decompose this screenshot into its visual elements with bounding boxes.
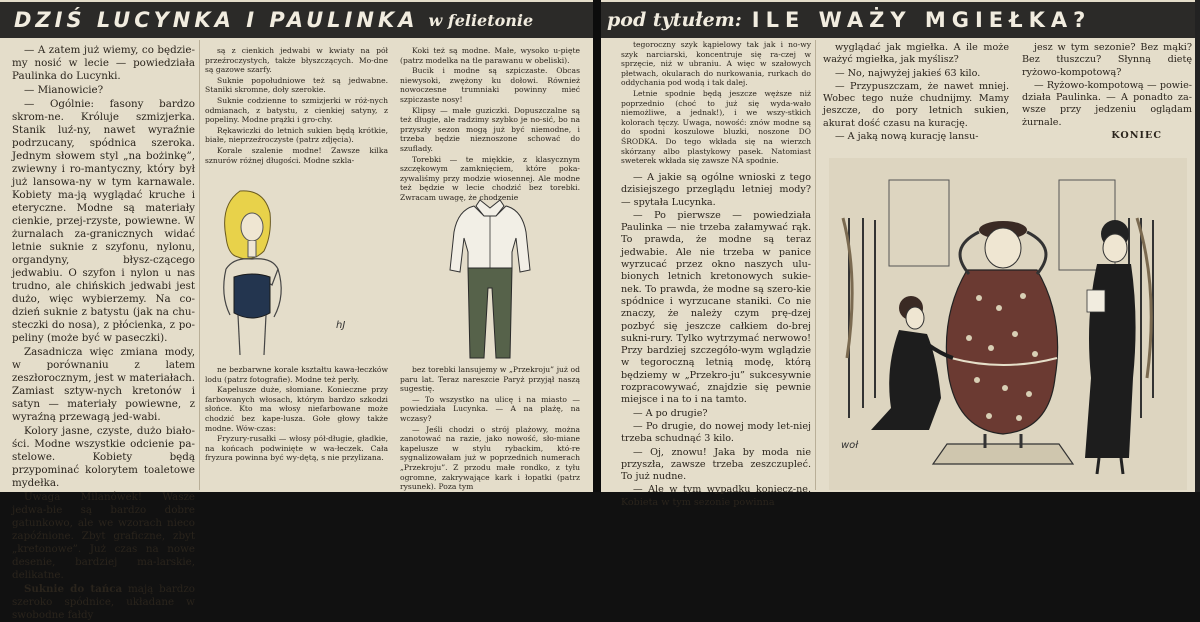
article-column-3-bottom — [400, 365, 580, 490]
illustration-signature: hJ — [336, 320, 346, 331]
paragraph: Suknie codzienne to szmizjerki w róż-nych odmianach, z batystu, z cienkiej satyny, z popeliny. Modne prążki i gro-chy. — [205, 95, 388, 125]
paragraph: Kolory jasne, czyste, dużo biało-ści. Modne wszystkie odcienie pa-stelowe. Kobiety będą przypominać kolorytem toaletowe mydełka. — [12, 425, 195, 489]
paragraph: Rękawiczki do letnich sukien będą krótkie, białe, nieprzeźroczyste (patrz zdjęcia). — [205, 125, 388, 145]
col1-tail: Suknie do tańca mają bardzo szeroko spódnice, układane w swobodne fałdy — [12, 583, 195, 621]
left-header-banner — [0, 2, 593, 38]
right-page — [601, 0, 1195, 508]
article-column-2-top — [205, 46, 388, 176]
paragraph: — Po pierwsze — powiedziała Paulinka — nie trzeba załamywać rąk. To prawda, że modne są teraz jedwabie. Ale nie trzeba w panice wyrzucać przez okno naszych ulu-bionych letnich kretonowych sukie-nek. To prawda, że modne są szero-kie spódnice i wyrzucane staniki. Co nie znaczy, że należy czym prę-dzej pozbyć się jeszcze całkiem do-brej sukni-rury. Tylko wytrzymać nerwowo! Przy bardziej szczegóło-wym wglądzie w tegoroczną letnią modę, którą będziemy w „Przekro-ju” sukcesywnie rozpracowywać, znajdzie się pewnie miejsce i na to i na tamto. — [621, 209, 811, 406]
shirt-trousers-illustration — [440, 192, 540, 362]
article-column-2-bottom — [205, 365, 388, 490]
paragraph: ne bezbarwne korale kształtu kawa-łeczków lodu (patrz fotografie). Modne też perły. — [205, 365, 388, 384]
article-column-4-bottom — [621, 172, 811, 508]
article-column-3-top — [400, 46, 580, 202]
paragraph: — A jaką nową kurację lansu- — [835, 131, 979, 143]
paragraph: — Ogólnie: fasony bardzo skrom-ne. Króluje szmizjerka. Stanik luź-ny, nawet wyraźnie podrzucany, spódnica szeroka. Jednym słowem styl „na bożinkę”, zwiewny i ro-mantyczny, który był już lansowa-ny w tym karnawale. Kobiety ma-ją wyglądać kruche i eteryczne. Modne są materiały cienkie, przej-rzyste, powiewne. W żurnalach za-granicznych widać letnie suknie z szyfonu, nylonu, organdyny, błysz-czącego jedwabiu. O szyfon i nylon u nas trudno, ale chińskich jedwabi jest dużo, więc wybierzemy. Na co-dzień suknie z batystu (jak na chu-steczki do nosa), z płócienka, z po-peliny (może być w paseczki). — [12, 98, 195, 344]
paragraph: Koki też są modne. Małe, wysoko u-pięte (patrz modelka na tle parawanu w obeliski). — [400, 46, 580, 65]
paragraph: Suknie popołudniowe też są jedwabne. Staniki skromne, doły szerokie. — [205, 75, 388, 95]
swimsuit-figure-svg — [212, 185, 362, 357]
paragraph: wyglądać jak mgiełka. A ile może ważyć mgiełka, jak myślisz? — [823, 42, 1009, 66]
right-page-edge — [1195, 0, 1200, 492]
paragraph: Kapelusze duże, słomiane. Konieczne przy farbowanych włosach, którym bardzo szkodzi słońce. Kto ma włosy niefarbowane może chodzić bez kape-lusza. Gołe głowy także modne. Wów-czas: — [205, 385, 388, 433]
article-column-6 — [1022, 42, 1192, 142]
paragraph: jesz w tym sezonie? Bez mąki? Bez tłuszczu? Słynną dietę ryżowo-kompotową? — [1022, 42, 1192, 78]
weighing-scene-svg — [829, 158, 1187, 490]
paragraph: — Ryżowo-kompotową — powie-działa Paulinka. — A ponadto za-wsze przy jedzeniu oglądam żurnale. — [1022, 79, 1192, 128]
right-header-banner — [601, 2, 1195, 38]
koniec-label: KONIEC — [1111, 130, 1162, 142]
paragraph: — Po drugie, do nowej mody let-niej trzeba schudnąć 3 kilo. — [621, 420, 811, 445]
paragraph: — No, najwyżej jakieś 63 kilo. — [835, 67, 981, 79]
article-column-5 — [823, 42, 1009, 143]
paragraph: tegoroczny szyk kąpielowy tak jak i no-wy szyk narciarski, koncentruje się ra-czej w sprzęcie, niż w ubraniu. A więc w szałowych płetwach, okularach do nurkowania, rurkach do oddychania pod wodą i tak dalej. — [621, 40, 811, 88]
page-gutter — [593, 0, 601, 492]
right-header-title: ILE WAŻY MGIEŁKA? — [751, 8, 1092, 32]
paragraph: — A zatem już wiemy, co będzie-my nosić w lecie — powiedziała Paulinka do Lucynki. — [12, 44, 195, 82]
left-header-title: DZIŚ LUCYNKA I PAULINKA — [14, 8, 419, 32]
paragraph: Klipsy — małe guziczki. Dopuszczalne są też długie, ale radzimy szybko je no-sić, bo na przyszły sezon mogą już być niemodne, i trzeba będzie nieznoszone schować do szuflady. — [400, 105, 580, 153]
illustration-signature-right: woł — [841, 440, 859, 451]
paragraph: Korale szalenie modne! Zawsze kilka sznurów różnej długości. Modne szkla- — [205, 145, 388, 165]
article-column-1 — [12, 44, 195, 621]
paragraph: Torebki — te miękkie, z klasycznym szczękowym zamknięciem, które poka-zywaliśmy przy modzie wiosennej. Ale modne też będzie w lecie chodzić bez torebki. Zwracam uwagę, że chodzenie — [400, 154, 580, 202]
paragraph: Letnie spodnie będą jeszcze węższe niż poprzednio (choć to już się wyda-wało niemożliwe, a jednak!), i we wszy-stkich kolorach tęczy. Uwaga, nowość: znów modne są do spodni koszulowe bluzki, noszone DO ŚRODKA. Do tego wkłada się na wierzch skórzany albo plastykowy pasek. Natomiast sweterek wkłada się zawsze NA spodnie. — [621, 88, 811, 166]
paragraph: bez torebki lansujemy w „Przekroju” już od paru lat. Teraz nareszcie Paryż przyjął naszą sugestię. — [400, 365, 580, 394]
col1-paragraphs — [12, 44, 195, 582]
article-column-4-top — [621, 40, 811, 172]
paragraph: — Jeśli chodzi o strój plażowy, można zanotować na razie, jako nowość, sło-miane kapelusze w stylu rybackim, któ-re sygnalizowałam już w poprzednich numerach „Przekroju”. Z przodu małe rondko, z tyłu ogromne, zakrywające kark i łopatki (patrz rysunek). Poza tym — [400, 424, 580, 492]
shirt-figure-svg — [440, 192, 540, 362]
paragraph: — Ale w tym wypadku koniecz-ne. Kobieta w tym sezonie powinna — [621, 484, 811, 508]
paragraph: — Przypuszczam, że nawet mniej. Wobec tego nuże chudnijmy. Mamy jeszcze, do pory letnich sukien, akurat dość czasu na kurację. — [823, 80, 1009, 129]
weighing-scene-illustration — [829, 158, 1187, 490]
column-divider — [199, 40, 200, 490]
paragraph: — Oj, znowu! Jaka by moda nie przyszła, zawsze trzeba zeszczupleć. To już nudne. — [621, 446, 811, 483]
paragraph: — A po drugie? — [633, 407, 708, 419]
paragraph: Bucik i modne są szpiczaste. Obcas niewysoki, zwężony ku dołowi. Również nowoczesne trumniaki powinny mieć szpiczaste nosy! — [400, 66, 580, 104]
left-page — [0, 0, 593, 621]
paragraph: Zasadnicza więc zmiana mody, w porównaniu z latem zeszłorocznym, jest w materiałach. Zamiast sztyw-nych kretonów i satyn — materiały powiewne, z wyraźną przewagą jed-wabi. — [12, 346, 195, 423]
right-header-lead: pod tytułem: — [607, 9, 742, 31]
paragraph: Uwaga Milanówek! Wasze jedwa-bie są bardzo dobre gatunkowo, ale we wzorach nieco zapóźnione. Zbyt graficzne, zbyt „kretonowe”. Już czas na nowe desenie, bardziej ma-larskie, delikatne. — [12, 491, 195, 581]
column-divider-right — [815, 40, 816, 490]
swimsuit-woman-illustration — [212, 185, 362, 357]
paragraph: — A jakie są ogólne wnioski z tego dzisiejszego przeglądu letniej mody? — spytała Lucynka. — [621, 172, 811, 208]
paragraph: Fryzury-rusałki — włosy pół-długie, gładkie, na końcach podwinięte w wa-łeczek. Cała fryzura powinna być wy-dętą, s nie przylizana. — [205, 434, 388, 463]
paragraph: — Mianowicie? — [24, 84, 104, 96]
left-header-tail: w felietonie — [428, 10, 534, 30]
paragraph: są z cienkich jedwabi w kwiaty na pół przeźroczystych, także błyszczących. Mo-dne są gazowe szarfy. — [205, 46, 388, 75]
paragraph: — To wszystko na ulicę i na miasto — powiedziała Lucynka. — A na plażę, na wczasy? — [400, 394, 580, 423]
